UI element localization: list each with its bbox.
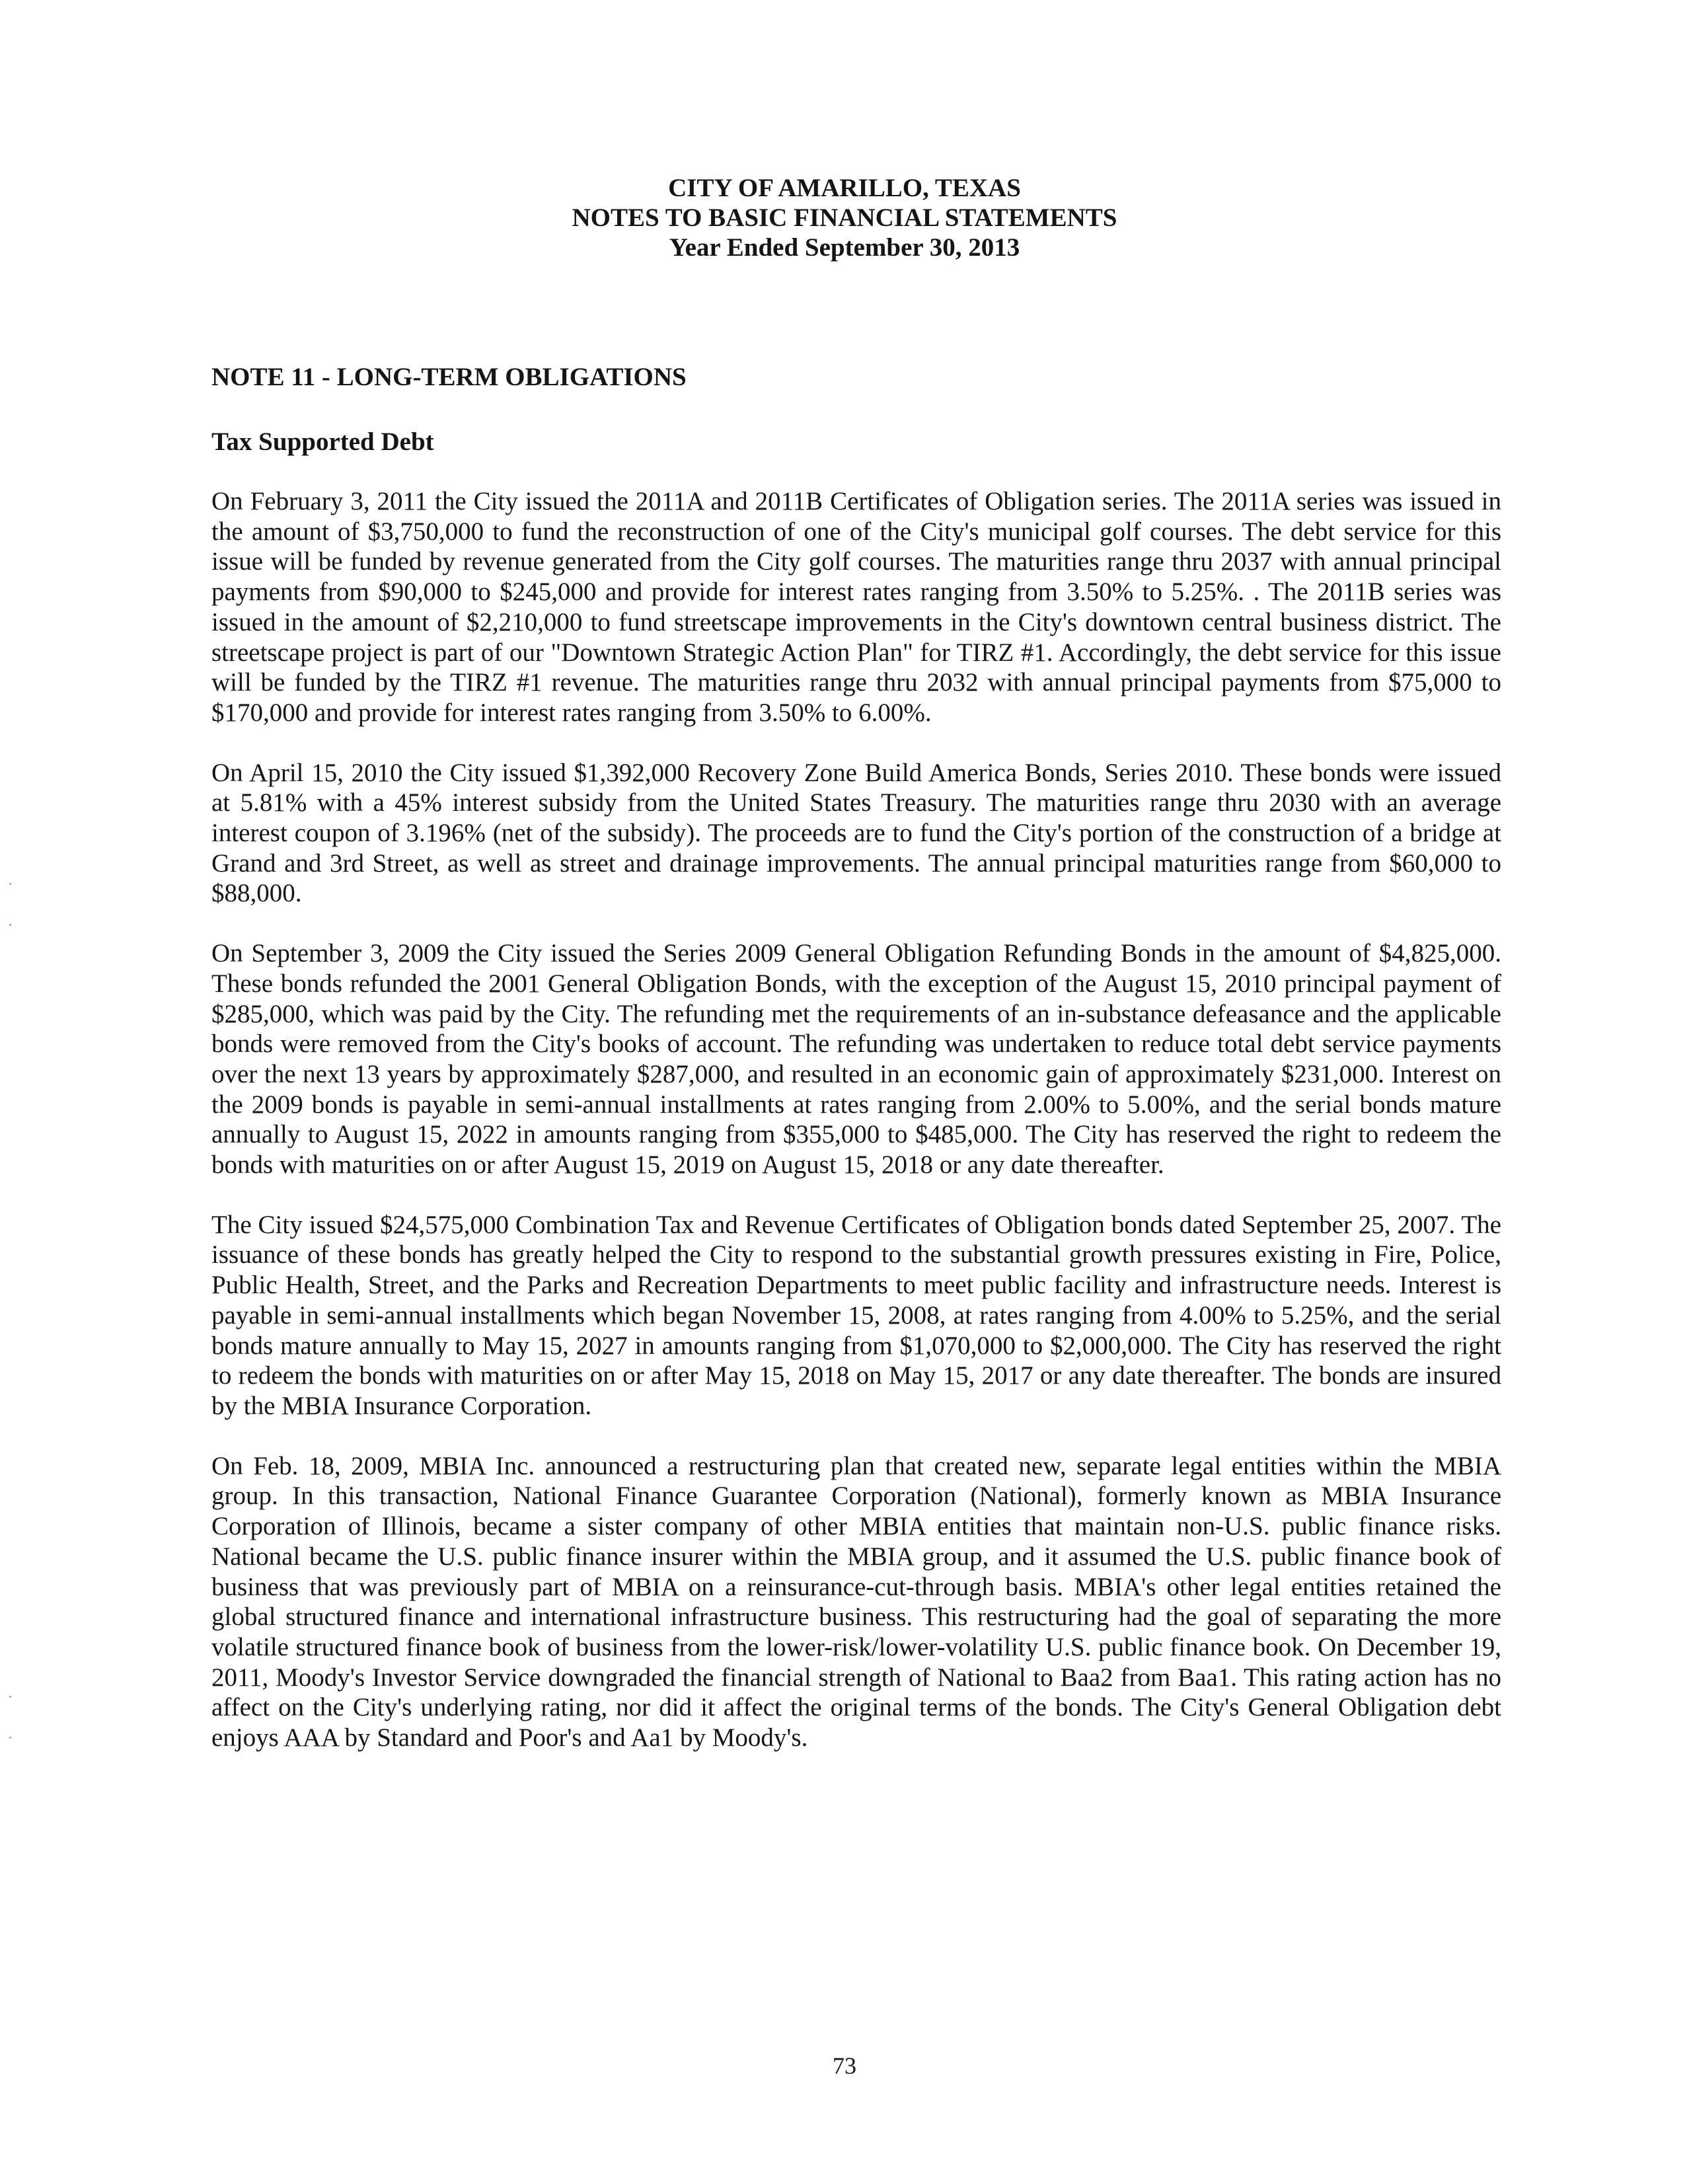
paragraph-2011-certificates: On February 3, 2011 the City issued the 2011A and 2011B Certificates of Obligation series. The 2011A series was issued in the amount of $3,750,000 to fund the reconstruction of one of the City's municipal golf courses. The debt service for this issue will be funded by revenue generated from the City golf courses. The maturities range thru 2037 with annual principal payments from $90,000 to $245,000 and provide for interest rates ranging from 3.50% to 5.25%. . The 2011B series was issued in the amount of $2,210,000 to fund streetscape improvements in the City's downtown central business district. The streetscape project is part of our "Downtown Strategic Action Plan" for TIRZ #1. Accordingly, the debt service for this issue will be funded by the TIRZ #1 revenue. The maturities range thru 2032 with annual principal payments from $75,000 to $170,000 and provide for interest rates ranging from 3.50% to 6.00%. (211, 487, 1501, 727)
page-number: 73 (833, 2052, 856, 2079)
scan-speck (9, 883, 11, 885)
scan-speck (9, 1696, 11, 1698)
note-heading: NOTE 11 - LONG-TERM OBLIGATIONS (211, 363, 687, 391)
paragraph-2009-refunding-bonds: On September 3, 2009 the City issued the Series 2009 General Obligation Refunding Bonds in the amount of $4,825,000. These bonds refunded the 2001 General Obligation Bonds, with the exception of the August 15, 2010 principal payment of $285,000, which was paid by the City. The refunding met the requirements of an in-substance defeasance and the applicable bonds were removed from the City's books of account. The refunding was undertaken to reduce total debt service payments over the next 13 years by approximately $287,000, and resulted in an economic gain of approximately $231,000. Interest on the 2009 bonds is payable in semi-annual installments at rates ranging from 2.00% to 5.00%, and the serial bonds mature annually to August 15, 2022 in amounts ranging from $355,000 to $485,000. The City has reserved the right to redeem the bonds with maturities on or after August 15, 2019 on August 15, 2018 or any date thereafter. (211, 939, 1501, 1180)
organization-title: CITY OF AMARILLO, TEXAS (668, 174, 1021, 202)
statement-title: NOTES TO BASIC FINANCIAL STATEMENTS (572, 204, 1117, 232)
document-header (0, 173, 1689, 262)
fiscal-period: Year Ended September 30, 2013 (669, 233, 1020, 262)
scan-speck (9, 924, 11, 926)
paragraph-mbia-restructuring: On Feb. 18, 2009, MBIA Inc. announced a restructuring plan that created new, separate legal entities within the MBIA group. In this transaction, National Finance Guarantee Corporation (National), formerly known as MBIA Insurance Corporation of Illinois, became a sister company of other MBIA entities that maintain non-U.S. public finance risks. National became the U.S. public finance insurer within the MBIA group, and it assumed the U.S. public finance book of business that was previously part of MBIA on a reinsurance-cut-through basis. MBIA's other legal entities retained the global structured finance and international infrastructure business. This restructuring had the goal of separating the more volatile structured finance book of business from the lower-risk/lower-volatility U.S. public finance book. On December 19, 2011, Moody's Investor Service downgraded the financial strength of National to Baa2 from Baa1. This rating action has no affect on the City's underlying rating, nor did it affect the original terms of the bonds. The City's General Obligation debt enjoys AAA by Standard and Poor's and Aa1 by Moody's. (211, 1451, 1501, 1752)
paragraph-2010-recovery-zone-bonds: On April 15, 2010 the City issued $1,392,000 Recovery Zone Build America Bonds, Series 2010. These bonds were issued at 5.81% with a 45% interest subsidy from the United States Treasury. The maturities range thru 2030 with an average interest coupon of 3.196% (net of the subsidy). The proceeds are to fund the City's portion of the construction of a bridge at Grand and 3rd Street, as well as street and drainage improvements. The annual principal maturities range from $60,000 to $88,000. (211, 758, 1501, 908)
paragraph-2007-certificates: The City issued $24,575,000 Combination Tax and Revenue Certificates of Obligation bonds dated September 25, 2007. The issuance of these bonds has greatly helped the City to respond to the substantial growth pressures existing in Fire, Police, Public Health, Street, and the Parks and Recreation Departments to meet public facility and infrastructure needs. Interest is payable in semi-annual installments which began November 15, 2008, at rates ranging from 4.00% to 5.25%, and the serial bonds mature annually to May 15, 2027 in amounts ranging from $1,070,000 to $2,000,000. The City has reserved the right to redeem the bonds with maturities on or after May 15, 2018 on May 15, 2017 or any date thereafter. The bonds are insured by the MBIA Insurance Corporation. (211, 1210, 1501, 1420)
scan-speck (9, 1737, 11, 1739)
section-heading: Tax Supported Debt (211, 428, 434, 456)
body-text (211, 486, 1501, 1783)
